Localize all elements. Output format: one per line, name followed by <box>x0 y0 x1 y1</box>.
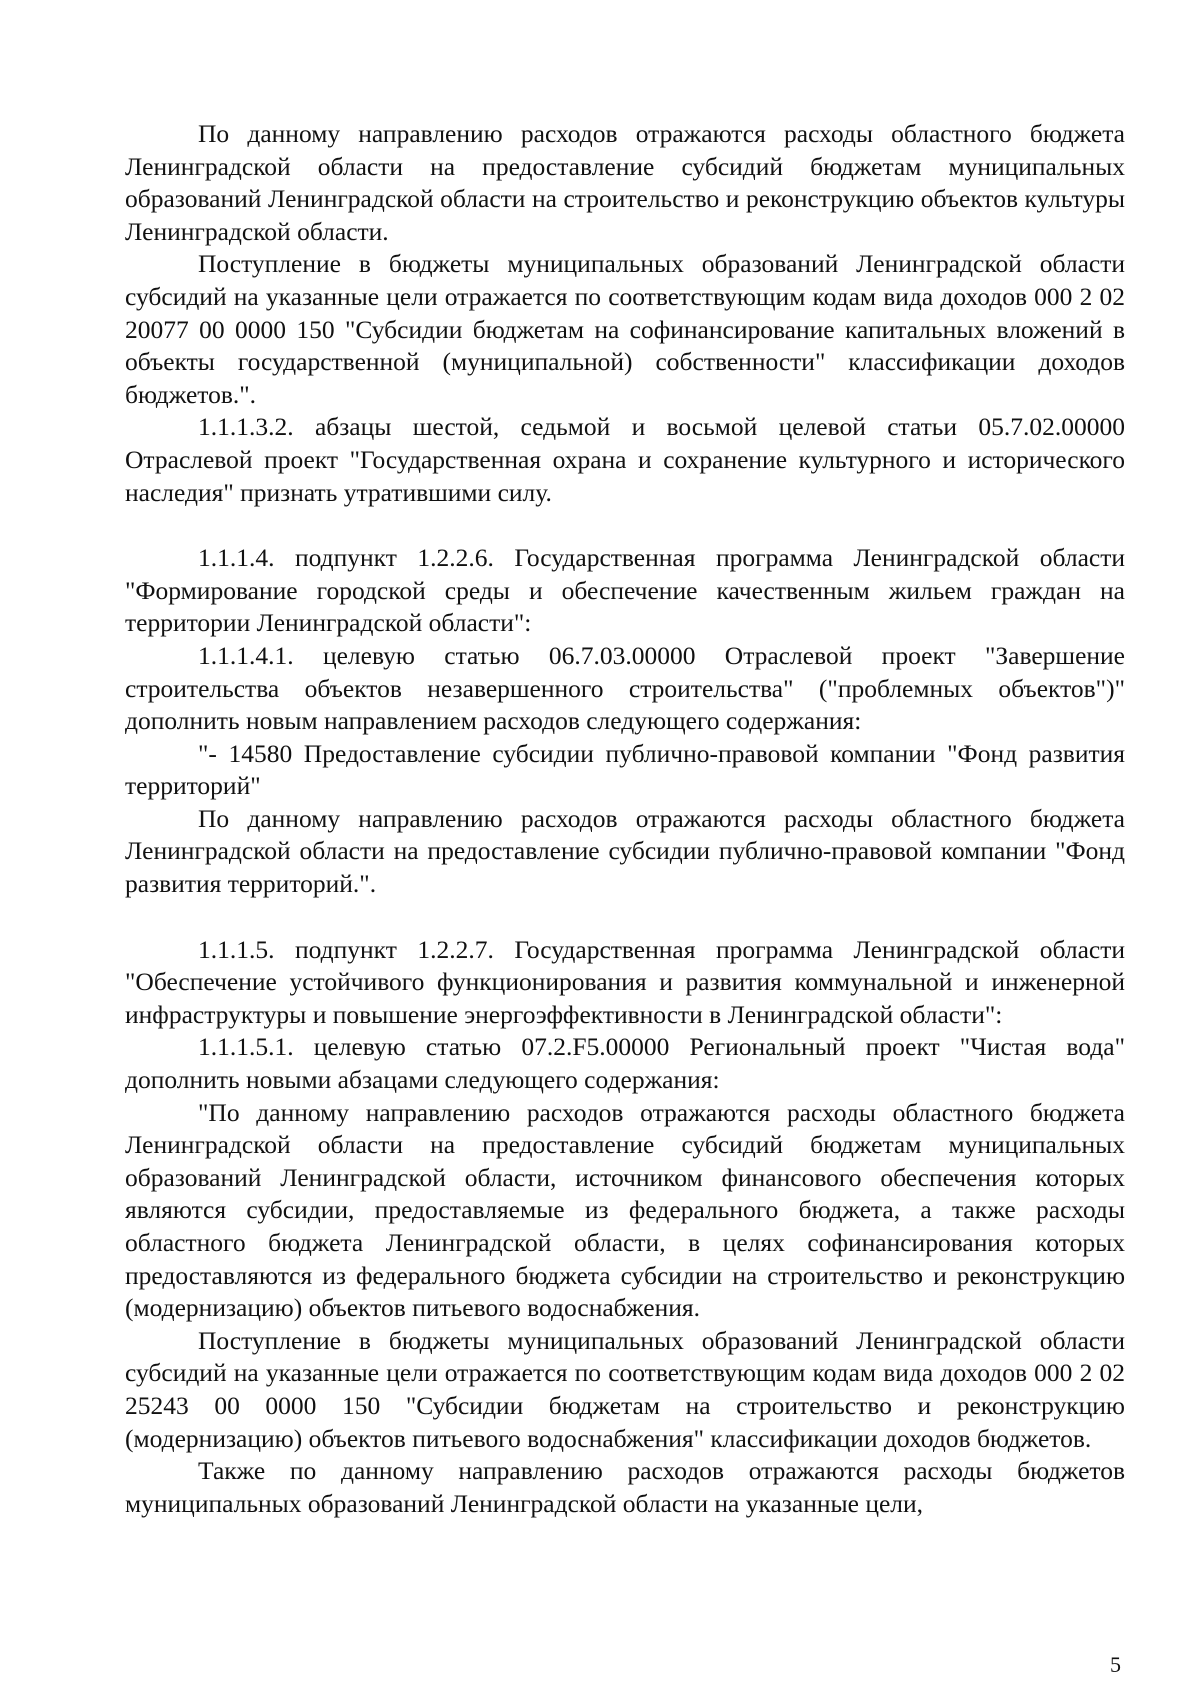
paragraph-1-1-1-4: 1.1.1.4. подпункт 1.2.2.6. Государственная программа Ленинградской области "Формирование городской среды и обеспечение качественным жильем граждан на территории Ленинградской области": <box>125 543 1125 638</box>
paragraph-14580-description: По данному направлению расходов отражаются расходы областного бюджета Ленинградской области на предоставление субсидии публично-правовой компании "Фонд развития территорий.". <box>125 803 1125 899</box>
paragraph-culture-revenue-codes: Поступление в бюджеты муниципальных образований Ленинградской области субсидий на указанные цели отражается по соответствующим кодам вида доходов 000 2 02 20077 00 0000 150 "Субсидии бюджетам на софинансирование капитальных вложений в объекты государственной (муниципальной) собственности" классификации доходов бюджетов.". <box>125 249 1125 409</box>
section-spacer <box>125 901 1125 934</box>
paragraph-1-1-1-5-1: 1.1.1.5.1. целевую статью 07.2.F5.00000 Региональный проект "Чистая вода" дополнить новыми абзацами следующего содержания: <box>125 1032 1125 1095</box>
paragraph-14580-direction: "- 14580 Предоставление субсидии публично-правовой компании "Фонд развития территорий" <box>125 738 1125 801</box>
paragraph-1-1-1-4-1: 1.1.1.4.1. целевую статью 06.7.03.00000 Отраслевой проект "Завершение строительства объектов незавершенного строительства" ("проблемных объектов")" дополнить новым направлением расходов следующего содержания: <box>125 640 1125 736</box>
paragraph-water-expenses: "По данному направлению расходов отражаются расходы областного бюджета Ленинградской области на предоставление субсидий бюджетам муниципальных образований Ленинградской области, источником финансового обеспечения которых являются субсидии, предоставляемые из федерального бюджета, а также расходы областного бюджета Ленинградской области, в целях софинансирования которых предоставляются из федерального бюджета субсидии на строительство и реконструкцию (модернизацию) объектов питьевого водоснабжения. <box>125 1097 1125 1323</box>
paragraph-1-1-1-5: 1.1.1.5. подпункт 1.2.2.7. Государственная программа Ленинградской области "Обеспечение устойчивого функционирования и развития коммунальной и инженерной инфраструктуры и повышение энергоэффективности в Ленинградской области": <box>125 934 1125 1029</box>
page-number: 5 <box>1110 1652 1121 1677</box>
paragraph-culture-expenses: По данному направлению расходов отражаются расходы областного бюджета Ленинградской области на предоставление субсидий бюджетам муниципальных образований Ленинградской области на строительство и реконструкцию объектов культуры Ленинградской области. <box>125 119 1125 246</box>
section-spacer <box>125 509 1125 542</box>
paragraph-municipal-expenses: Также по данному направлению расходов отражаются расходы бюджетов муниципальных образований Ленинградской области на указанные цели, <box>125 1456 1125 1518</box>
document-body <box>125 118 1125 1520</box>
paragraph-1-1-1-3-2: 1.1.1.3.2. абзацы шестой, седьмой и восьмой целевой статьи 05.7.02.00000 Отраслевой проект "Государственная охрана и сохранение культурного и исторического наследия" признать утратившими силу. <box>125 412 1125 507</box>
paragraph-water-revenue-codes: Поступление в бюджеты муниципальных образований Ленинградской области субсидий на указанные цели отражается по соответствующим кодам вида доходов 000 2 02 25243 00 0000 150 "Субсидии бюджетам на строительство и реконструкцию (модернизацию) объектов питьевого водоснабжения" классификации доходов бюджетов. <box>125 1325 1125 1453</box>
